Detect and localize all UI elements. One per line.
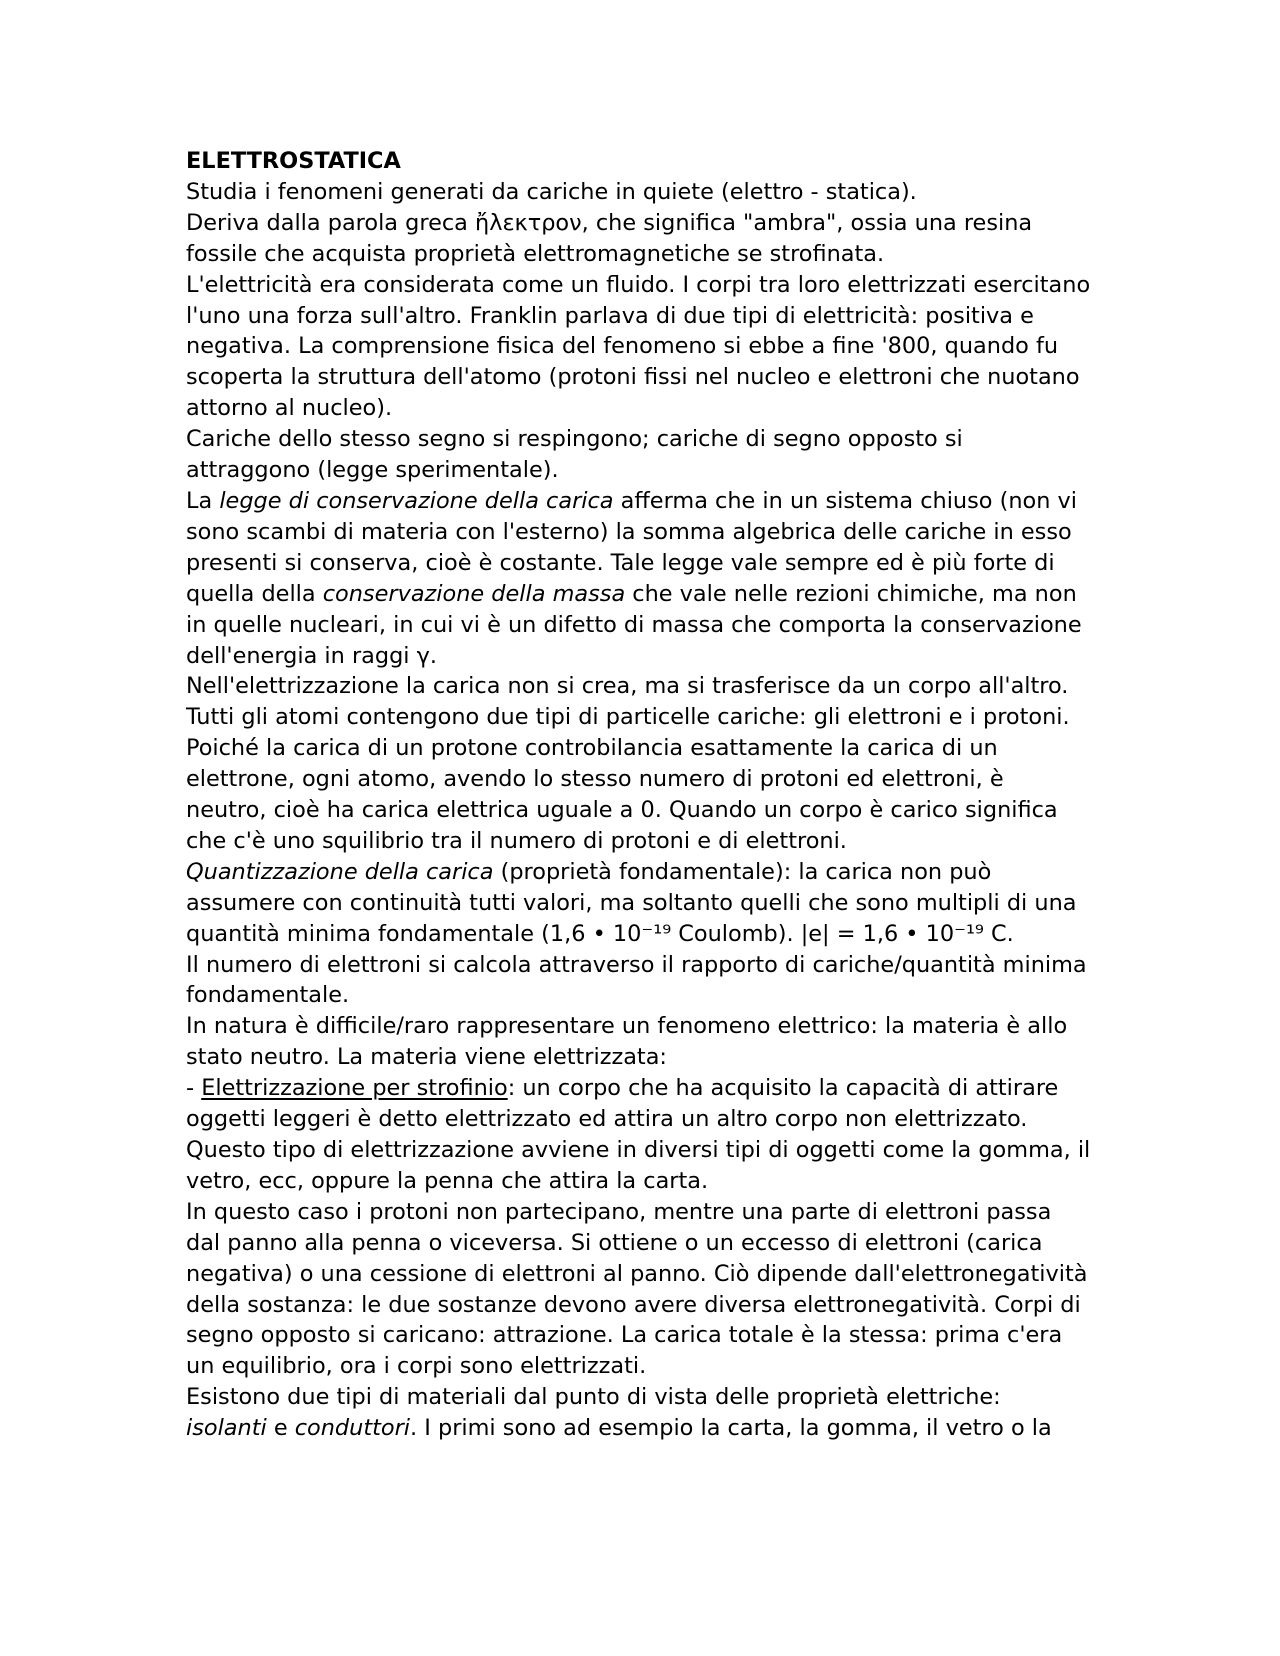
paragraph-conservation: La legge di conservazione della carica afferma che in un sistema chiuso (non vi sono scambi di materia con l'esterno) la somma algebrica delle cariche in esso presenti si conserva, cioè è costante. Tale legge vale sempre ed è più forte di quella della conservazione della massa che vale nelle rezioni chimiche, ma non in quelle nucleari, in cui vi è un difetto di massa che comporta la conservazione dell'energia in raggi γ. <box>186 487 1082 669</box>
document-title: ELETTROSTATICA <box>186 148 401 174</box>
paragraph-atoms: Tutti gli atomi contengono due tipi di particelle cariche: gli elettroni e i protoni. Poiché la carica di un protone controbilancia esattamente la carica di un elettrone, ogni atomo, avendo lo stesso numero di protoni ed elettroni, è neutro, cioè ha carica elettrica uguale a 0. Quando un corpo è carico significa che c'è uno squilibrio tra il numero di protoni e di elettroni. <box>186 704 1070 854</box>
paragraph-insulators: isolanti e conduttori. I primi sono ad esempio la carta, la gomma, il vetro o la <box>186 1415 1052 1442</box>
paragraph-transfer: Nell'elettrizzazione la carica non si crea, ma si trasferisce da un corpo all'altro. <box>186 673 1069 700</box>
paragraph-definition: Studia i fenomeni generati da cariche in quiete (elettro - statica). <box>186 178 917 205</box>
paragraph-friction: - Elettrizzazione per strofinio: un corpo che ha acquisito la capacità di attirare oggetti leggeri è detto elettrizzato ed attira un altro corpo non elettrizzato. Questo tipo di elettrizzazione avviene in diversi tipi di oggetti come la gomma, il vetro, ecc, oppure la penna che attira la carta. <box>186 1075 1091 1194</box>
paragraph-charge-law: Cariche dello stesso segno si respingono; cariche di segno opposto si attraggono (legge sperimentale). <box>186 426 963 484</box>
paragraph-electron-count: Il numero di elettroni si calcola attraverso il rapporto di cariche/quantità minima fondamentale. <box>186 951 1087 1009</box>
paragraph-history: L'elettricità era considerata come un fluido. I corpi tra loro elettrizzati esercitano l'uno una forza sull'altro. Franklin parlava di due tipi di elettricità: positiva e negativa. La comprensione fisica del fenomeno si ebbe a fine '800, quando fu scoperta la struttura dell'atomo (protoni fissi nel nucleo e elettroni che nuotano attorno al nucleo). <box>186 271 1091 422</box>
paragraph-nature: In natura è difficile/raro rappresentare un fenomeno elettrico: la materia è allo stato neutro. La materia viene elettrizzata: <box>186 1013 1068 1071</box>
document-page <box>186 146 1091 1444</box>
term-conservation-of-mass: conservazione della massa <box>322 580 626 607</box>
term-friction-electrification: Elettrizzazione per strofinio <box>201 1075 508 1102</box>
paragraph-protons: In questo caso i protoni non partecipano, mentre una parte di elettroni passa dal panno alla penna o viceversa. Si ottiene o un eccesso di elettroni (carica negativa) o una cessione di elettroni al panno. Ciò dipende dall'elettronegatività della sostanza: le due sostanze devono avere diversa elettronegatività. Corpi di segno opposto si caricano: attrazione. La carica totale è la stessa: prima c'era un equilibrio, ora i corpi sono elettrizzati. <box>186 1198 1088 1380</box>
paragraph-materials: Esistono due tipi di materiali dal punto di vista delle proprietà elettriche: <box>186 1384 1001 1411</box>
paragraph-etymology: Deriva dalla parola greca ἤλεκτρον, che significa "ambra", ossia una resina fossile che acquista proprietà elettromagnetiche se strofinata. <box>186 209 1033 267</box>
term-conservation-of-charge: legge di conservazione della carica <box>219 487 614 514</box>
term-quantization: Quantizzazione della carica <box>186 858 494 885</box>
term-conductors: conduttori <box>294 1415 411 1442</box>
term-insulators: isolanti <box>186 1415 267 1442</box>
paragraph-quantization: Quantizzazione della carica (proprietà fondamentale): la carica non può assumere con continuità tutti valori, ma soltanto quelli che sono multipli di una quantità minima fondamentale (1,6 • 10⁻¹⁹ Coulomb). |e| = 1,6 • 10⁻¹⁹ C. <box>186 858 1077 947</box>
